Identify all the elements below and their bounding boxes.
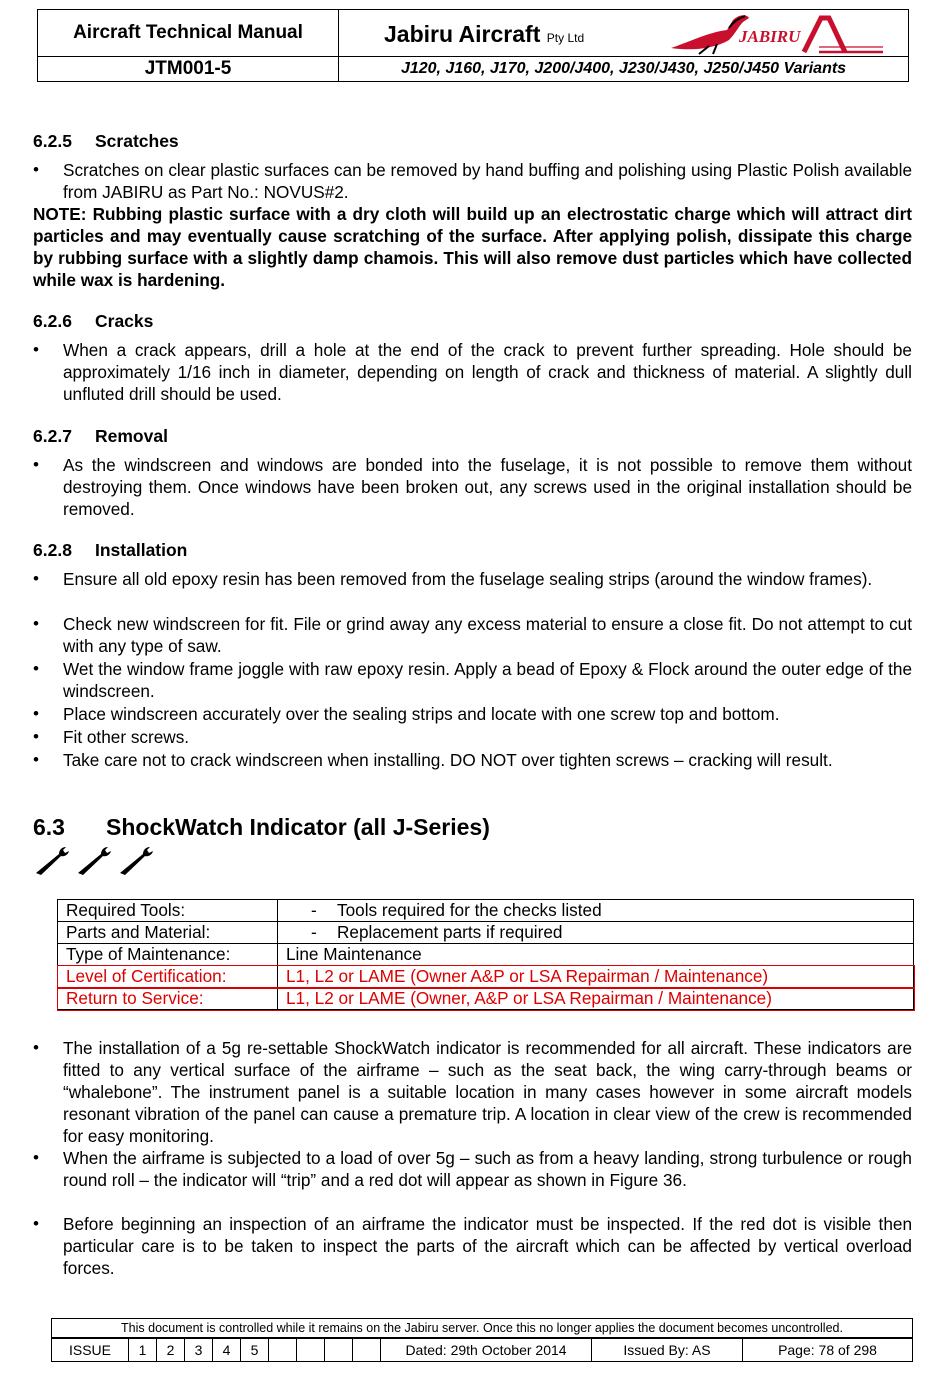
issue-cell: 5 <box>241 1339 269 1362</box>
issue-label: ISSUE <box>52 1339 129 1362</box>
heading-6-2-6: 6.2.6 Cracks <box>33 311 154 331</box>
bullet-icon: • <box>33 1148 39 1167</box>
issue-cell: 1 <box>129 1339 157 1362</box>
issue-cell <box>353 1339 381 1362</box>
list-item: Take care not to crack windscreen when installing. DO NOT over tighten screws – cracking will result. <box>63 750 833 770</box>
heading-6-2-7: 6.2.7 Removal <box>33 426 168 446</box>
bullet-icon: • <box>33 614 39 633</box>
heading-6-2-5: 6.2.5 Scratches <box>33 131 179 151</box>
bullet-icon: • <box>33 455 39 474</box>
note-paragraph: NOTE: Rubbing plastic surface with a dry cloth will build up an electrostatic charge which will attract dirt particles and may eventually cause scratching of the surface. After applying polish, dissipate this charge by rubbing surface with a slightly damp chamois. This will also remove dust particles which have collected while wax is hardening. <box>33 204 912 290</box>
table-row: Level of Certification: L1, L2 or LAME (Owner A&P or LSA Repairman / Maintenance) <box>58 966 914 988</box>
bullet-icon: • <box>33 727 39 746</box>
wrench-icon <box>33 845 158 877</box>
bullet-icon: • <box>33 1038 39 1057</box>
footer-table <box>51 1338 913 1362</box>
list-item: As the windscreen and windows are bonded into the fuselage, it is not possible to remove them without destroying them. Once windows have been broken out, any screws used in the original installation should be removed. <box>63 455 912 519</box>
list-item: Check new windscreen for fit. File or grind away any excess material to ensure a close fit. Do not attempt to cut with any type of saw. <box>63 614 912 656</box>
issue-cell <box>325 1339 353 1362</box>
bullet-icon: • <box>33 659 39 678</box>
page-number: Page: 78 of 298 <box>743 1339 913 1362</box>
list-item: Scratches on clear plastic surfaces can be removed by hand buffing and polishing using Plastic Polish available from JABIRU as Part No.: NOVUS#2. <box>63 160 912 202</box>
bullet-icon: • <box>33 569 39 588</box>
issued-by: Issued By: AS <box>592 1339 743 1362</box>
list-item: Ensure all old epoxy resin has been removed from the fuselage sealing strips (around the window frames). <box>63 569 873 589</box>
list-item: Place windscreen accurately over the sealing strips and locate with one screw top and bottom. <box>63 704 780 724</box>
heading-6-2-8: 6.2.8 Installation <box>33 540 188 560</box>
table-row: Return to Service: L1, L2 or LAME (Owner, A&P or LSA Repairman / Maintenance) <box>58 988 914 1010</box>
control-notice: This document is controlled while it remains on the Jabiru server. Once this no longer applies the document becomes uncontrolled. <box>51 1318 913 1338</box>
doc-id: JTM001-5 <box>38 57 339 82</box>
table-row: Required Tools: - Tools required for the checks listed <box>58 900 914 922</box>
issue-cell: 2 <box>157 1339 185 1362</box>
manual-title: Aircraft Technical Manual <box>38 10 339 57</box>
company-name: Jabiru Aircraft Pty Ltd <box>384 21 585 47</box>
list-item: Wet the window frame joggle with raw epoxy resin. Apply a bead of Epoxy & Flock around the outer edge of the windscreen. <box>63 659 912 701</box>
list-item: When a crack appears, drill a hole at the end of the crack to prevent further spreading. Hole should be approximately 1/16 inch in diameter, depending on length of crack and thickness of material. A slightly dull unfluted drill should be used. <box>63 340 912 404</box>
list-item: Before beginning an inspection of an airframe the indicator must be inspected. If the red dot is visible then particular care is to be taken to inspect the parts of the aircraft which can be affected by vertical overload forces. <box>63 1214 912 1278</box>
table-row: Type of Maintenance: Line Maintenance <box>58 944 914 966</box>
issue-cell <box>297 1339 325 1362</box>
issue-cell: 4 <box>213 1339 241 1362</box>
variants: J120, J160, J170, J200/J400, J230/J430, J250/J450 Variants <box>339 57 909 82</box>
issue-cell: 3 <box>185 1339 213 1362</box>
dated: Dated: 29th October 2014 <box>381 1339 592 1362</box>
svg-text:JABIRU: JABIRU <box>739 27 801 46</box>
jabiru-logo <box>669 12 884 56</box>
list-item: The installation of a 5g re-settable ShockWatch indicator is recommended for all aircraft. These indicators are fitted to any vertical surface of the airframe – such as the seat back, the wing carry-through beams or “whalebone”. The instrument panel is a suitable location in many cases however in some aircraft models resonant vibration of the panel can cause a premature trip. A location in clear view of the crew is recommended for easy monitoring. <box>63 1038 912 1146</box>
bullet-icon: • <box>33 750 39 769</box>
document-header <box>37 9 909 82</box>
company-cell <box>339 10 909 57</box>
list-item: When the airframe is subjected to a load of over 5g – such as from a heavy landing, strong turbulence or rough round roll – the indicator will “trip” and a red dot will appear as shown in Figure 36. <box>63 1148 912 1190</box>
list-item: Fit other screws. <box>63 727 190 747</box>
bullet-icon: • <box>33 340 39 359</box>
bullet-icon: • <box>33 1214 39 1233</box>
heading-6-3: 6.3 ShockWatch Indicator (all J-Series) <box>33 814 490 840</box>
maintenance-info-table <box>57 899 914 1010</box>
issue-cell <box>269 1339 297 1362</box>
bullet-icon: • <box>33 160 39 179</box>
table-row: Parts and Material: - Replacement parts if required <box>58 922 914 944</box>
bullet-icon: • <box>33 704 39 723</box>
